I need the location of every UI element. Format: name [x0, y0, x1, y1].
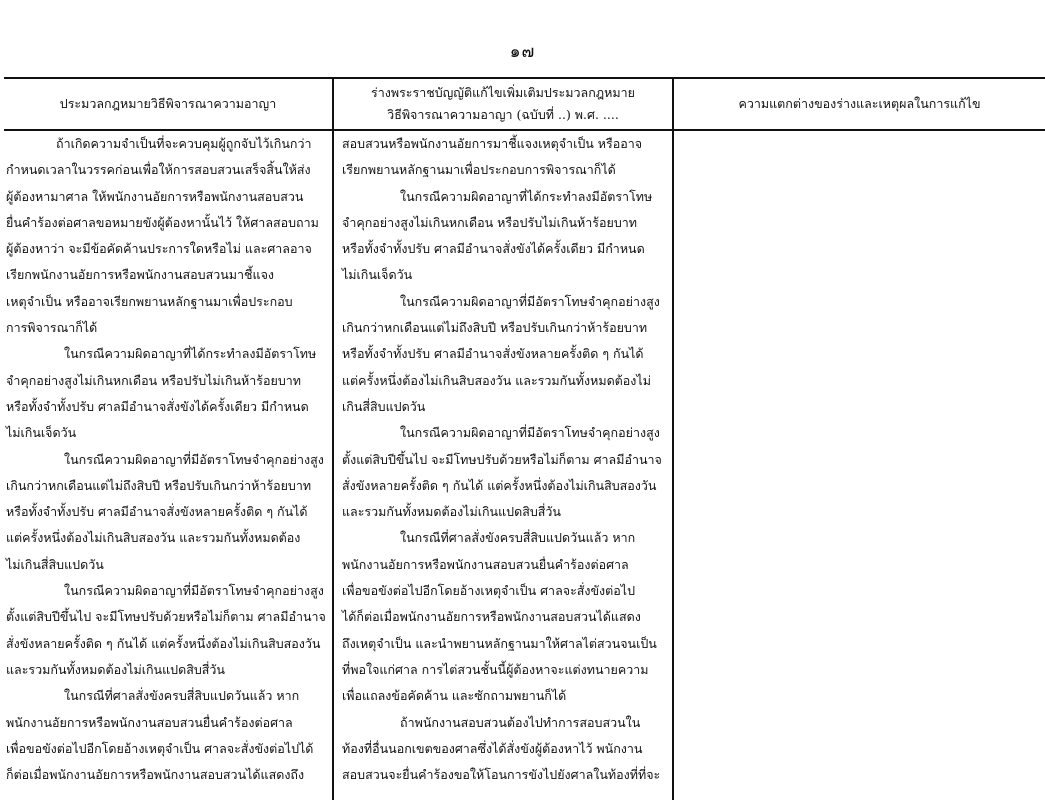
header-differences-reasons-label: ความแตกต่างของร่างและเหตุผลในการแก้ไข — [738, 96, 981, 111]
text-line: ก็ต่อเมื่อพนักงานอัยการหรือพนักงานสอบสวนได้แสดงถึง — [6, 767, 305, 783]
text-line: ผู้ต้องหามาศาล ให้พนักงานอัยการหรือพนักงานสอบสวน — [6, 188, 304, 204]
text-line: จำคุกอย่างสูงไม่เกินหกเดือน หรือปรับไม่เกินห้าร้อยบาท — [342, 214, 638, 230]
text-line: ในกรณีความผิดอาญาที่ได้กระทำลงมีอัตราโทษ — [64, 346, 317, 362]
header-current-code — [4, 79, 332, 129]
text-line: ตั้งแต่สิบปีขึ้นไป จะมีโทษปรับด้วยหรือไม่ก็ตาม ศาลมีอำนาจ — [342, 451, 662, 467]
text-line: สอบสวนหรือพนักงานอัยการมาชี้แจงเหตุจำเป็น หรืออาจ — [342, 136, 643, 151]
text-line: แต่ครั้งหนึ่งต้องไม่เกินสิบสองวัน และรวมกันทั้งหมดต้องไม่ — [342, 372, 651, 388]
text-line: เพื่อขอขังต่อไปอีกโดยอ้างเหตุจำเป็น ศาลจะสั่งขังต่อไปได้ — [6, 740, 314, 756]
text-line: หรือทั้งจำทั้งปรับ ศาลมีอำนาจสั่งขังหลายครั้งติด ๆ กันได้ — [6, 504, 308, 520]
text-line: เหตุจำเป็น หรืออาจเรียกพยานหลักฐานมาเพื่อประกอบ — [6, 293, 293, 309]
text-line: หรือทั้งจำทั้งปรับ ศาลมีอำนาจสั่งขังหลายครั้งติด ๆ กันได้ — [342, 346, 644, 362]
text-line: พนักงานอัยการหรือพนักงานสอบสวนยื่นคำร้องต่อศาล — [342, 556, 629, 572]
text-line: หรือทั้งจำทั้งปรับ ศาลมีอำนาจสั่งขังได้ครั้งเดียว มีกำหนด — [6, 398, 309, 414]
text-line: ตั้งแต่สิบปีขึ้นไป จะมีโทษปรับด้วยหรือไม่ก็ตาม ศาลมีอำนาจ — [6, 609, 326, 625]
draft-bill-column — [340, 131, 670, 788]
column-divider — [672, 79, 674, 800]
text-line: สอบสวนจะยื่นคำร้องขอให้โอนการขังไปยังศาลในท้องที่ที่จะ — [342, 767, 661, 783]
text-line: ในกรณีที่ศาลสั่งขังครบสี่สิบแปดวันแล้ว หาก — [400, 530, 636, 546]
header-differences-reasons — [674, 79, 1045, 129]
text-line: ถึงเหตุจำเป็น และนำพยานหลักฐานมาให้ศาลไต่สวนจนเป็น — [342, 635, 657, 651]
text-line: สั่งขังหลายครั้งติด ๆ กันได้ แต่ครั้งหนึ่งต้องไม่เกินสิบสองวัน — [342, 477, 657, 493]
text-line: เกินสี่สิบแปดวัน — [342, 398, 426, 414]
text-line: และรวมกันทั้งหมดต้องไม่เกินแปดสิบสี่วัน — [6, 661, 225, 677]
text-line: ไม่เกินเจ็ดวัน — [342, 267, 413, 283]
text-line: เกินกว่าหกเดือนแต่ไม่ถึงสิบปี หรือปรับเกินกว่าห้าร้อยบาท — [6, 477, 312, 493]
text-line: การพิจารณาก็ได้ — [6, 320, 98, 336]
text-line: เพื่อขอขังต่อไปอีกโดยอ้างเหตุจำเป็น ศาลจะสั่งขังต่อไป — [342, 583, 636, 599]
text-line: ที่พอใจแก่ศาล การไต่สวนชั้นนี้ผู้ต้องหาจะแต่งทนายความ — [342, 661, 649, 677]
header-draft-bill-line2: วิธีพิจารณาความอาญา (ฉบับที่ ..) พ.ศ. .... — [387, 107, 619, 122]
text-line: ท้องที่อื่นนอกเขตของศาลซึ่งได้สั่งขังผู้ต้องหาไว้ พนักงาน — [342, 740, 643, 756]
text-line: หรือทั้งจำทั้งปรับ ศาลมีอำนาจสั่งขังได้ครั้งเดียว มีกำหนด — [342, 241, 645, 257]
text-line: เรียกพนักงานอัยการหรือพนักงานสอบสวนมาชี้แจง — [6, 267, 275, 283]
text-line: ในกรณีความผิดอาญาที่มีอัตราโทษจำคุกอย่างสูง — [400, 293, 660, 309]
text-line: ในกรณีความผิดอาญาที่มีอัตราโทษจำคุกอย่างสูง — [64, 583, 324, 599]
text-line: ผู้ต้องหาว่า จะมีข้อคัดค้านประการใดหรือไม่ และศาลอาจ — [6, 241, 312, 257]
current-code-column — [4, 131, 330, 788]
header-draft-bill-line1: ร่างพระราชบัญญัติแก้ไขเพิ่มเติมประมวลกฎหมาย — [371, 85, 635, 100]
text-line: กำหนดเวลาในวรรคก่อนเพื่อให้การสอบสวนเสร็จสิ้นให้ส่ง — [6, 162, 311, 178]
text-line: พนักงานอัยการหรือพนักงานสอบสวนยื่นคำร้องต่อศาล — [6, 714, 293, 730]
text-line: ถ้าเกิดความจำเป็นที่จะควบคุมผู้ถูกจับไว้เกินกว่า — [56, 136, 312, 151]
text-line: ในกรณีความผิดอาญาที่มีอัตราโทษจำคุกอย่างสูง — [400, 425, 660, 441]
text-line: ถ้าพนักงานสอบสวนต้องไปทำการสอบสวนใน — [400, 714, 641, 730]
column-divider — [332, 79, 334, 800]
text-line: ในกรณีความผิดอาญาที่มีอัตราโทษจำคุกอย่างสูง — [64, 451, 324, 467]
text-line: ในกรณีความผิดอาญาที่ได้กระทำลงมีอัตราโทษ — [400, 188, 653, 204]
text-line: เกินกว่าหกเดือนแต่ไม่ถึงสิบปี หรือปรับเกินกว่าห้าร้อยบาท — [342, 320, 648, 336]
header-draft-bill — [334, 79, 672, 129]
text-line: จำคุกอย่างสูงไม่เกินหกเดือน หรือปรับไม่เกินห้าร้อยบาท — [6, 372, 302, 388]
text-line: ในกรณีที่ศาลสั่งขังครบสี่สิบแปดวันแล้ว หาก — [64, 688, 300, 704]
text-line: ได้ก็ต่อเมื่อพนักงานอัยการหรือพนักงานสอบสวนได้แสดง — [342, 609, 641, 625]
text-line: ไม่เกินเจ็ดวัน — [6, 425, 77, 441]
text-line: ยื่นคำร้องต่อศาลขอหมายขังผู้ต้องหานั้นไว้ ให้ศาลสอบถาม — [6, 214, 319, 230]
text-line: และรวมกันทั้งหมดต้องไม่เกินแปดสิบสี่วัน — [342, 504, 561, 520]
text-line: เพื่อแถลงข้อคัดค้าน และซักถามพยานก็ได้ — [342, 688, 567, 704]
text-line: สั่งขังหลายครั้งติด ๆ กันได้ แต่ครั้งหนึ่งต้องไม่เกินสิบสองวัน — [6, 635, 321, 651]
text-line: แต่ครั้งหนึ่งต้องไม่เกินสิบสองวัน และรวมกันทั้งหมดต้อง — [6, 530, 301, 546]
page-number: ๑๗ — [509, 42, 536, 62]
text-line: เรียกพยานหลักฐานมาเพื่อประกอบการพิจารณาก็ได้ — [342, 162, 616, 178]
text-line: ไม่เกินสี่สิบแปดวัน — [6, 556, 104, 572]
comparison-table — [4, 77, 1045, 800]
header-current-code-label: ประมวลกฎหมายวิธีพิจารณาความอาญา — [59, 96, 277, 111]
